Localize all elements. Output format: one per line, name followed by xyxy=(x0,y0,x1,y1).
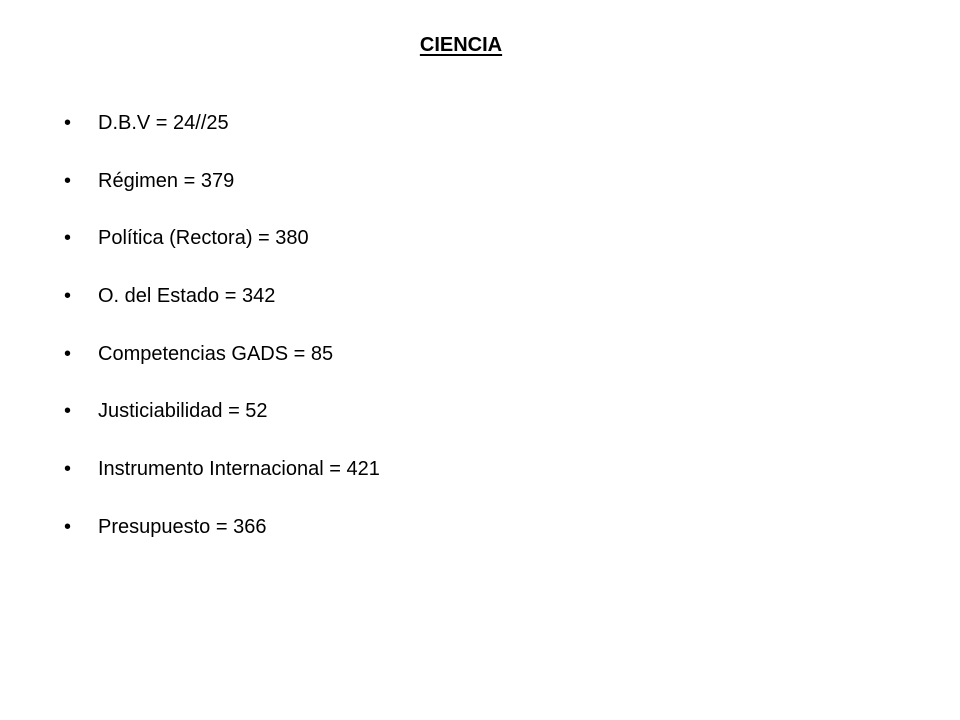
bullet-icon: • xyxy=(64,515,72,538)
slide-title: CIENCIA xyxy=(419,34,503,56)
list-item-text: Instrumento Internacional = 421 xyxy=(98,458,380,481)
list-item-text: D.B.V = 24//25 xyxy=(98,112,229,134)
bullet-icon: • xyxy=(64,227,72,250)
list-item-text: O. del Estado = 342 xyxy=(98,285,276,308)
bullet-icon: • xyxy=(64,169,72,192)
bullet-icon: • xyxy=(64,342,72,365)
list-item-text: Justiciabilidad = 52 xyxy=(98,400,268,423)
bullet-icon: • xyxy=(64,285,72,308)
bullet-icon: • xyxy=(64,400,72,423)
bullet-icon: • xyxy=(64,458,72,481)
bullet-icon: • xyxy=(64,112,72,134)
list-item-text: Presupuesto = 366 xyxy=(98,515,267,538)
list-item-text: Régimen = 379 xyxy=(98,169,235,192)
list-item-text: Competencias GADS = 85 xyxy=(98,342,334,365)
list-item-text: Política (Rectora) = 380 xyxy=(98,227,309,250)
